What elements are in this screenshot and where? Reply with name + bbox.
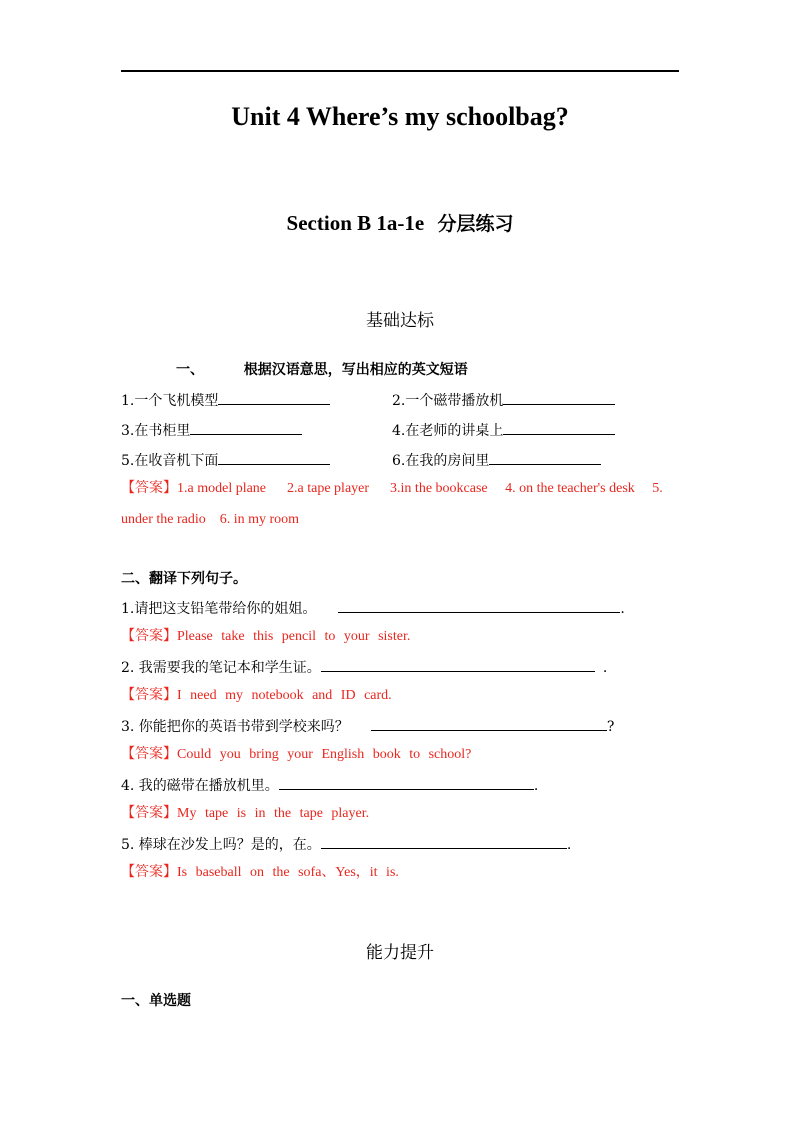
answer-blank[interactable] [218, 450, 330, 465]
sentence-item [121, 834, 571, 854]
sentence-text: 1.请把这支铅笔带给你的姐姐。 [121, 601, 317, 617]
sentence-item [121, 775, 538, 795]
basic-heading: 基础达标 [366, 311, 434, 331]
phrase-item [392, 450, 601, 470]
phrase-item [121, 450, 330, 470]
sentence-text: 3. 你能把你的英语书带到学校来吗？ [121, 719, 349, 735]
answer-text: 1.a model plane 2.a tape player 3.in the bookcase 4. on the teacher's desk 5. [177, 481, 663, 496]
answer-tag: 【答案】 [121, 864, 177, 880]
sentence-answer [121, 863, 399, 882]
top-rule [121, 70, 679, 72]
subtitle-english: Section B 1a-1e [286, 211, 425, 235]
sentence-item [121, 598, 625, 618]
advanced-heading: 能力提升 [366, 943, 434, 963]
answer-text: I need my notebook and ID card. [177, 688, 392, 703]
answer-text: under the radio 6. in my room [121, 512, 300, 527]
answer-blank[interactable] [503, 420, 615, 435]
sentence-text: 2. 我需要我的笔记本和学生证。 [121, 660, 321, 676]
phrase-item [121, 420, 302, 440]
sentence-end: . [533, 778, 539, 794]
phrase-text: 6.在我的房间里 [392, 453, 490, 469]
answer-blank[interactable] [503, 390, 615, 405]
answer-blank[interactable] [321, 657, 595, 672]
answer-text: Is baseball on the sofa、Yes，it is. [177, 865, 399, 880]
phrase-item [392, 420, 615, 440]
sentence-end: . [602, 660, 608, 676]
phrase-text: 1.一个飞机模型 [121, 393, 219, 409]
part2-heading: 二、翻译下列句子。 [121, 571, 247, 587]
phrase-text: 5.在收音机下面 [121, 453, 219, 469]
answer-text: My tape is in the tape player. [177, 806, 370, 821]
answer-tag: 【答案】 [121, 746, 177, 762]
sentence-answer [121, 804, 369, 823]
answer-blank[interactable] [489, 450, 601, 465]
answer-tag: 【答案】 [121, 805, 177, 821]
part1-answer-continued [121, 510, 299, 529]
sentence-end: . [620, 601, 625, 617]
sentence-item [121, 657, 607, 677]
answer-blank[interactable] [279, 775, 534, 790]
phrase-item [121, 390, 330, 410]
part1-answer [121, 479, 663, 498]
sentence-answer [121, 627, 410, 646]
advanced-part1-heading: 一、单选题 [121, 993, 191, 1009]
section-subtitle [0, 209, 800, 236]
phrase-item [392, 390, 615, 410]
answer-text: Please take this pencil to your sister. [177, 629, 411, 644]
answer-text: Could you bring your English book to school? [177, 747, 472, 762]
answer-blank[interactable] [190, 420, 302, 435]
phrase-text: 3.在书柜里 [121, 423, 191, 439]
document-title: Unit 4 Where’s my schoolbag? [231, 102, 569, 131]
answer-blank[interactable] [218, 390, 330, 405]
part1-number: 一、 [176, 362, 204, 378]
sentence-end: ? [606, 719, 615, 735]
sentence-text: 4. 我的磁带在播放机里。 [121, 778, 279, 794]
sentence-answer [121, 745, 471, 764]
answer-tag: 【答案】 [121, 628, 177, 644]
answer-tag: 【答案】 [121, 480, 177, 496]
part1-instruction [176, 361, 468, 379]
subtitle-chinese: 分层练习 [437, 213, 514, 235]
answer-tag: 【答案】 [121, 687, 177, 703]
answer-blank[interactable] [371, 716, 607, 731]
sentence-answer [121, 686, 392, 705]
answer-blank[interactable] [321, 834, 567, 849]
answer-blank[interactable] [338, 598, 620, 613]
sentence-end: . [566, 837, 572, 853]
sentence-item [121, 716, 614, 736]
phrase-text: 4.在老师的讲桌上 [392, 423, 504, 439]
sentence-text: 5. 棒球在沙发上吗？是的，在。 [121, 837, 321, 853]
part1-instruction-text: 根据汉语意思，写出相应的英文短语 [243, 362, 468, 378]
phrase-text: 2.一个磁带播放机 [392, 393, 504, 409]
